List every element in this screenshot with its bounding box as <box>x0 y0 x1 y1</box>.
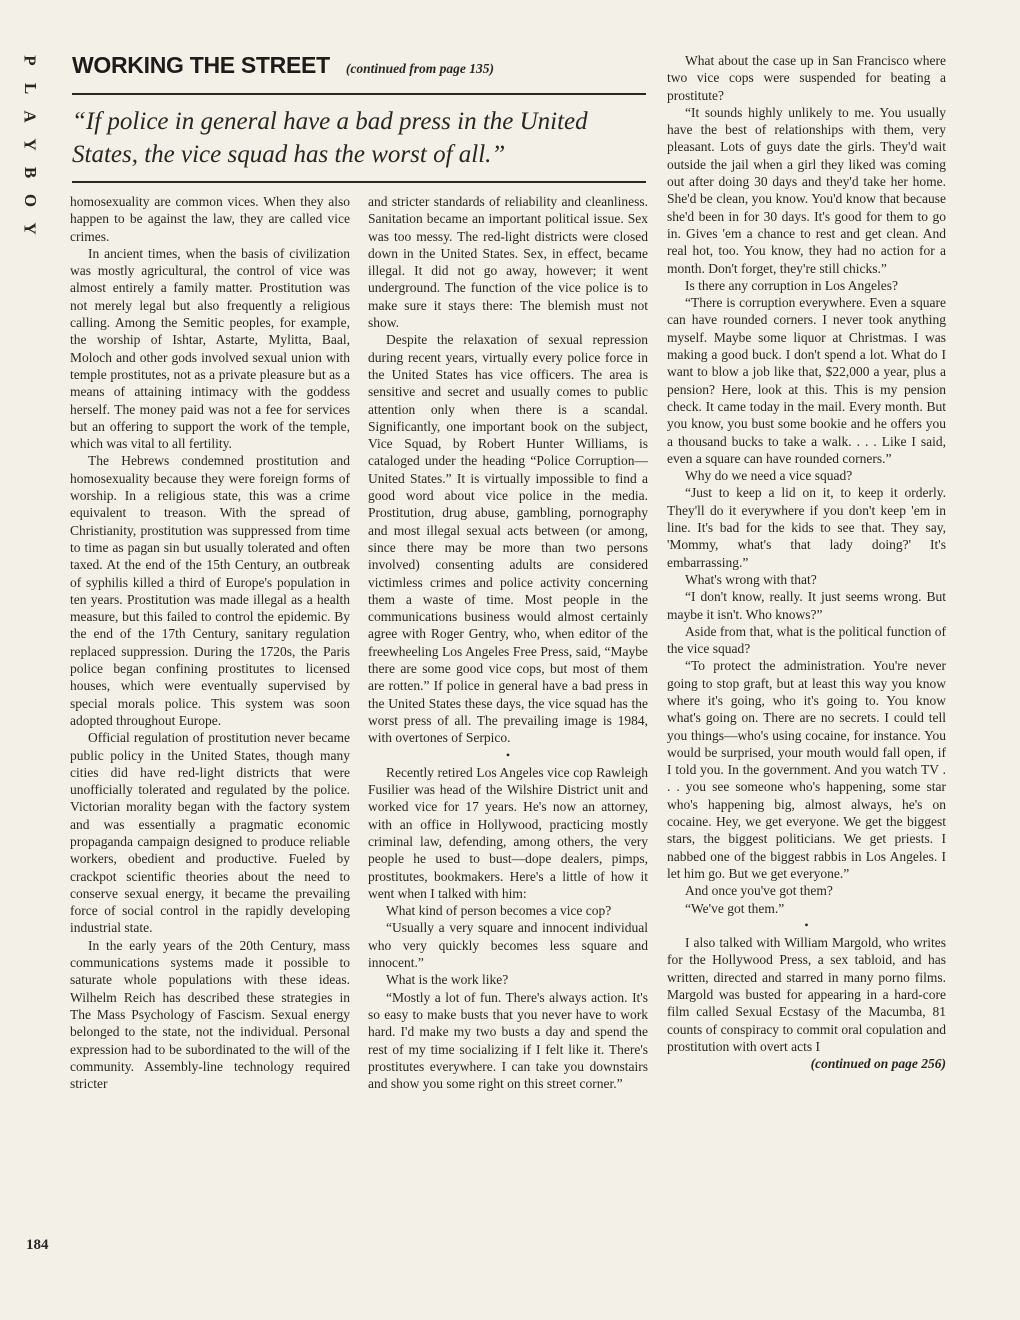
spine-letter: Y <box>21 138 40 152</box>
continued-from-note: (continued from page 135) <box>345 61 494 76</box>
answer: “Usually a very square and innocent individual who very quickly becomes less square and innocent.” <box>368 920 648 971</box>
article-header <box>72 52 646 183</box>
spine-letter: B <box>21 166 40 180</box>
paragraph: The Hebrews condemned prostitution and homosexuality because they were foreign forms of worship. In a religious state, this was a crime equivalent to treason. With the spread of Christianity, prostitution was suppressed from time to time as pagan sin but usually tolerated and often taxed. At the end of the 15th Century, an outbreak of syphilis killed a third of Europe's population in ten years. Prostitution was made illegal as a health measure, but this failed to control the epidemic. By the end of the 17th Century, sanitary regulation replaced suppression. During the 1720s, the Paris police began confining prostitutes to licensed houses, which were eventually supervised by special morals police. This system was soon adopted throughout Europe. <box>70 453 350 728</box>
spine-letter: A <box>21 110 40 124</box>
question: And once you've got them? <box>685 883 833 899</box>
question: What kind of person becomes a vice cop? <box>386 903 612 919</box>
answer: “To protect the administration. You're never going to stop graft, but at least this way you know where it's going, who it's going to. You know what's going on. There are no secrets. I could tell you things—who's using cocaine, for instance. You would be surprised, your mouth would fall open, if I told you. In the government. And you watch TV . . . you see someone who's happening, some star who's happening big, almost always, he's on cocaine. Hey, we get everyone. We get the biggest stars, the biggest politicians. We get priests. I nabbed one of the biggest rabbis in Los Angeles. I let him go. But we get everyone.” <box>667 658 946 881</box>
magazine-spine-label <box>18 50 42 236</box>
spine-letter: Y <box>21 222 40 236</box>
paragraph: Official regulation of prostitution never became public policy in the United States, though many cities did have red-light districts that were unofficially tolerated and regulated by the police. Victorian morality began with the factory system and was essentially a pragmatic economic propaganda campaign designed to produce reliable workers, obedient and productive. Fueled by crackpot scientific theories about the need to conserve sexual energy, it became the prevailing force of social control in the rapidly developing industrial state. <box>70 730 350 936</box>
paragraph: In the early years of the 20th Century, mass communications systems made it possible to saturate whole populations with these ideas. Wilhelm Reich has described these strategies in The Mass Psychology of Fascism. Sexual energy belonged to the state, not the individual. Personal expression had to be subordinated to the will of the community. Assembly-line technology required stricter <box>70 937 350 1092</box>
paragraph: homosexuality are common vices. When they also happen to be against the law, they are called vice crimes. <box>70 194 350 244</box>
text-column-1 <box>70 193 350 1092</box>
section-bullet: • <box>505 747 511 762</box>
question: What's wrong with that? <box>685 571 817 587</box>
answer: “We've got them.” <box>685 900 785 916</box>
question: Aside from that, what is the political function of the vice squad? <box>667 623 946 657</box>
question: What about the case up in San Francisco where two vice cops were suspended for beating a prostitute? <box>667 53 946 103</box>
continued-on-note: (continued on page 256) <box>810 1056 946 1072</box>
answer: “Just to keep a lid on it, to keep it orderly. They'll do it everywhere if you don't keep 'em in line. It's bad for the kids to see that. They say, 'Mommy, what's that lady doing?' It's embarrassing.” <box>667 485 946 570</box>
pull-quote: “If police in general have a bad press in the United States, the vice squad has the worst of all.” <box>72 108 588 168</box>
answer: “There is corruption everywhere. Even a square can have rounded corners. I never took anything myself. Maybe some liquor at Christmas. I was making a good buck. I don't spend a lot. What do I want to blow a job like that, $22,000 a year, plus a pension? Here, look at this. This is my pension check. It came today in the mail. Every month. But you know, you bust some bookie and he offers you a thousand bucks to take a walk. . . . Like I said, even a square can have rounded corners.” <box>667 295 946 466</box>
question: Why do we need a vice squad? <box>685 468 853 484</box>
article-title: WORKING THE STREET <box>72 52 330 78</box>
answer: “It sounds highly unlikely to me. You usually have the best of relationships with them, very pleasant. Lots of guys date the girls. They'd wait outside the jail when a girl they liked was coming out after doing 30 days and they'd take her home. She'd be clean, you know. You'd know that because she'd been in for 30 days. It's good for them to go in. Gives 'em a chance to rest and get clean. And real hot, too. You know, they had no action for a month. Don't forget, they're still chicks.” <box>667 104 946 276</box>
paragraph: Recently retired Los Angeles vice cop Rawleigh Fusilier was head of the Wilshire District unit and worked vice for 17 years. He's now an attorney, with an office in Hollywood, practicing mostly criminal law, defending, among others, the very people he used to bust—dope dealers, pimps, prostitutes, bookmakers. Here's a little of how it went when I talked with him: <box>368 764 648 901</box>
question: Is there any corruption in Los Angeles? <box>685 277 898 293</box>
text-column-2 <box>368 193 648 1092</box>
spine-letter: P <box>20 55 40 67</box>
section-bullet: • <box>804 917 809 932</box>
answer: “I don't know, really. It just seems wrong. But maybe it isn't. Who knows?” <box>667 589 946 622</box>
spine-letter: L <box>21 82 40 96</box>
question: What is the work like? <box>386 972 509 988</box>
answer: “Mostly a lot of fun. There's always action. It's so easy to make busts that you never have to work hard. I'd make my two busts a day and spend the rest of my time socializing if I felt like it. There's prostitutes everywhere. I can take you downstairs and show you some right on this street corner.” <box>368 989 648 1092</box>
header-rule <box>72 93 646 95</box>
text-column-3 <box>667 52 946 1073</box>
paragraph: I also talked with William Margold, who writes for the Hollywood Press, a sex tabloid, and has written, directed and starred in many porno films. Margold was busted for appearing in a hard-core film called Sexual Ecstasy of the Macumba, 81 counts of conspiracy to commit oral copulation and prostitution with overt acts I <box>667 935 946 1054</box>
page-number: 184 <box>26 1237 49 1253</box>
spine-letter: O <box>20 193 40 209</box>
paragraph: and stricter standards of reliability and cleanliness. Sanitation became an important political issue. Sex was too messy. The red-light districts were closed down in the United States. Sex, in effect, became illegal. It did not go away, however; it went underground. The function of the vice police is to make sure it stays there: The blemish must not show. <box>368 194 648 331</box>
paragraph: Despite the relaxation of sexual repression during recent years, virtually every police force in the United States has vice officers. The area is sensitive and secret and usually comes to public attention only when there is a scandal. Significantly, one important book on the subject, Vice Squad, by Robert Hunter Williams, is cataloged under the heading “Police Corruption—United States.” It is virtually impossible to find a good word about vice police in the media. Prostitution, drug abuse, gambling, pornography and most illegal sexual acts between (or among, since there may be more than two persons involved) consenting adults are considered victimless crimes and police activity concerning them a waste of time. Most people in the communications business would almost certainly agree with Roger Gentry, who, when editor of the freewheeling Los Angeles Free Press, said, “Maybe there are some good vice cops, but most of them are rotten.” If police in general have a bad press in the United States these days, the vice squad has the worst press of all. The prevailing image is 1984, with overtones of Serpico. <box>368 332 648 746</box>
pullquote-rule <box>72 181 646 183</box>
paragraph: In ancient times, when the basis of civilization was mostly agricultural, the control of vice was almost entirely a family matter. Prostitution was not merely legal but also frequently a religious calling. Among the Semitic peoples, for example, the worship of Ishtar, Astarte, Mylitta, Baal, Moloch and other gods involved sexual union with temple prostitutes, not as a private pleasure but as a means of attaining intimacy with the goddess herself. The money paid was not a fee for services but an offering to support the work of the temple, which was vital to all fertility. <box>70 245 350 452</box>
